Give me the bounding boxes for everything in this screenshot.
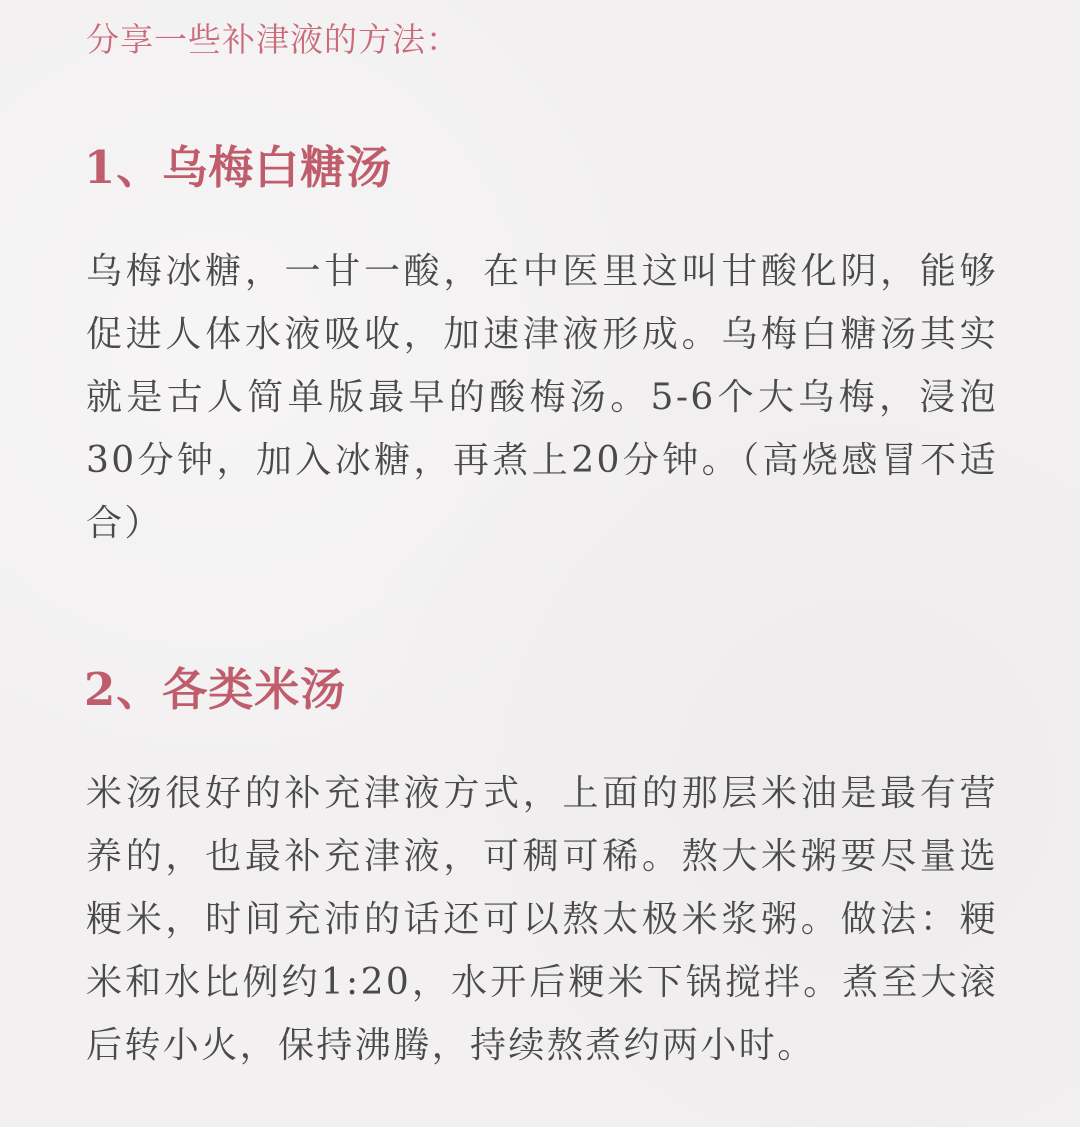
section-heading-wumei: 1、乌梅白糖汤	[84, 141, 393, 194]
intro-text: 分享一些补津液的方法：	[86, 20, 460, 59]
section-heading-rice-soup: 2、各类米汤	[84, 663, 347, 716]
section-body-rice-soup: 米汤很好的补充津液方式，上面的那层米油是最有营养的，也最补充津液，可稠可稀。熬大米粥要尽量选粳米，时间充沛的话还可以熬太极米浆粥。做法：粳米和水比例约1:20，水开后粳米下锅搅拌。煮至大滚后转小火，保持沸腾，持续熬煮约两小时。	[86, 773, 998, 1066]
section-body-wumei: 乌梅冰糖，一甘一酸，在中医里这叫甘酸化阴，能够促进人体水液吸收，加速津液形成。乌梅白糖汤其实就是古人简单版最早的酸梅汤。5-6个大乌梅，浸泡30分钟，加入冰糖，再煮上20分钟。（高烧感冒不适合）	[86, 251, 998, 544]
